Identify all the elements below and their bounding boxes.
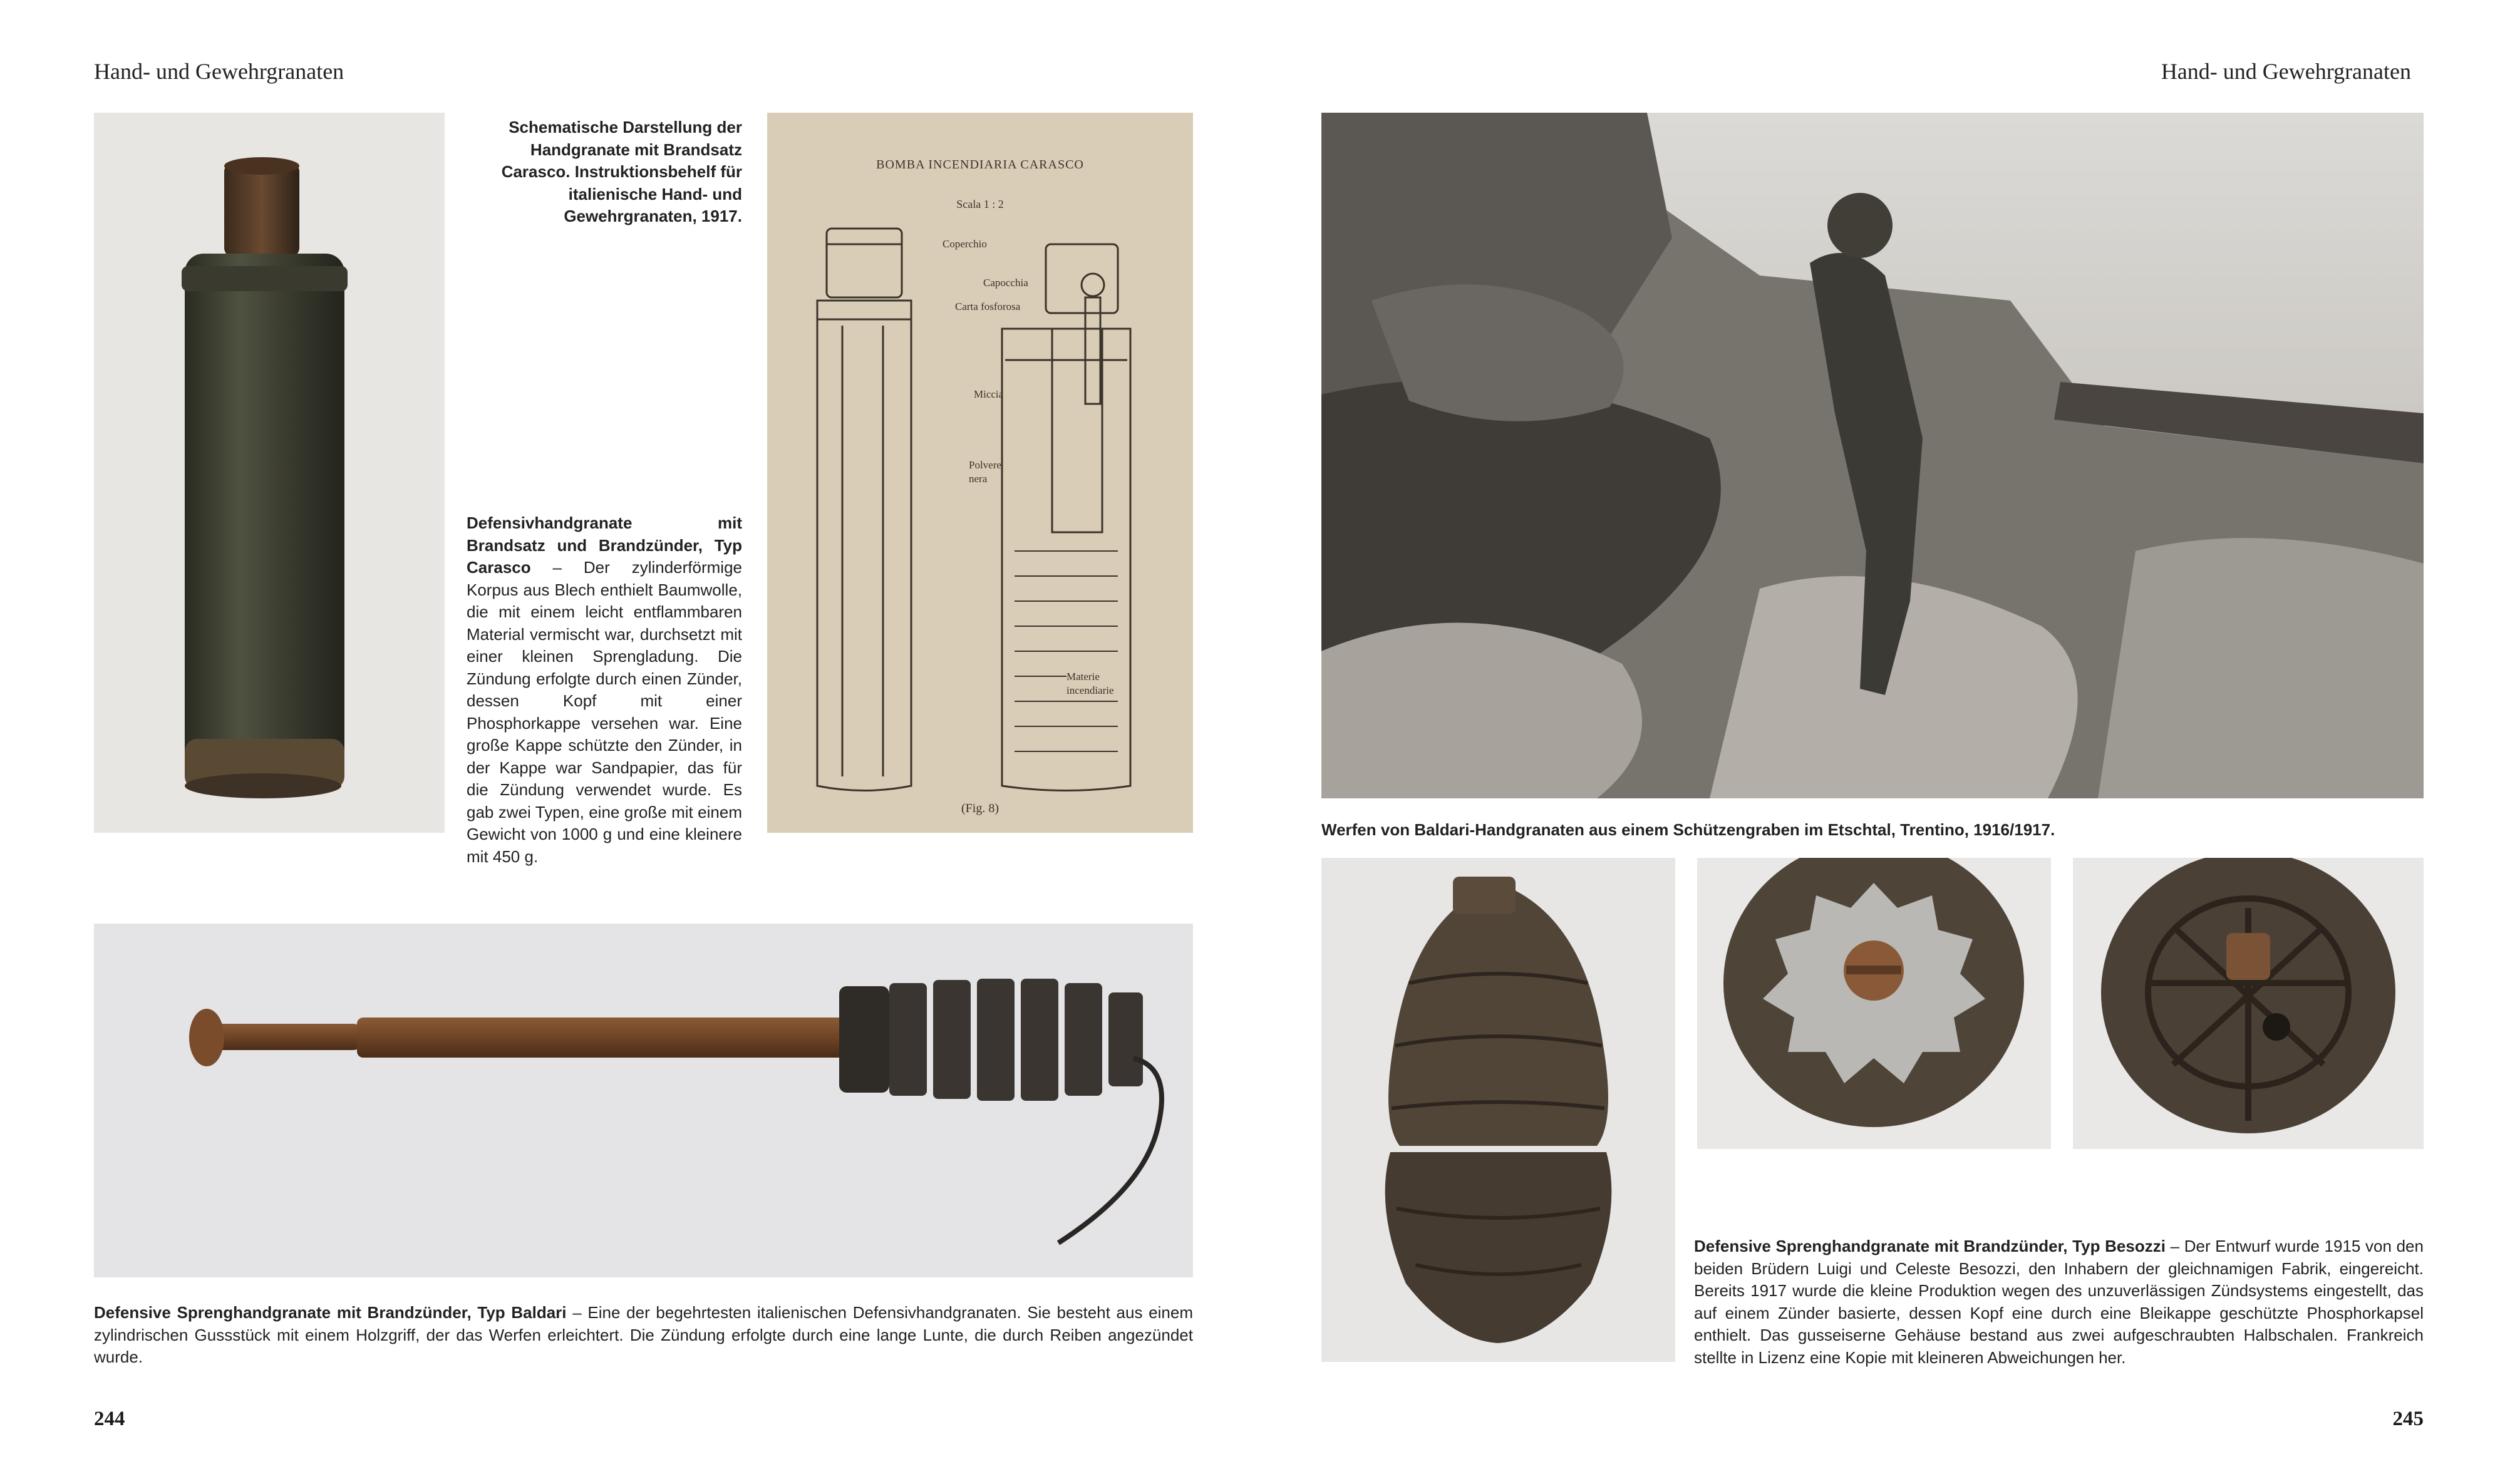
diagram-fig-label: (Fig. 8)	[961, 801, 999, 815]
baldari-caption-body: – Eine der begehrtesten italienischen Defensivhandgranaten. Sie besteht aus einem zylindrischen Gussstück mit einem Holzgriff, der das Werfen erleichtert. Die Zündung erfolgte durch eine lange Lunte, die durch Reiben angezündet wurde.	[94, 1303, 1193, 1366]
besozzi-side-photo	[1321, 858, 1675, 1362]
diagram-scale: Scala 1 : 2	[956, 198, 1004, 210]
page-number-left: 244	[94, 1408, 125, 1430]
diagram-label-capocchia: Capocchia	[983, 277, 1028, 289]
running-head-right: Hand- und Gewehrgranaten	[2161, 59, 2411, 84]
diagram-label-miccia: Miccia	[974, 388, 1004, 400]
besozzi-caption-title: Defensive Sprenghandgranate mit Brandzünder, Typ Besozzi	[1694, 1237, 2166, 1255]
besozzi-top-photo	[1697, 858, 2051, 1149]
carasco-caption	[467, 512, 742, 868]
running-head-left: Hand- und Gewehrgranaten	[94, 59, 344, 84]
besozzi-bottom-photo	[2073, 858, 2424, 1149]
trench-caption: Werfen von Baldari-Handgranaten aus einem Schützengraben im Etschtal, Trentino, 1916/1917.	[1321, 820, 2055, 839]
baldari-grenade-photo	[94, 924, 1193, 1277]
diagram-label-polvere: Polvere nera	[969, 459, 1001, 485]
baldari-caption	[94, 1302, 1193, 1369]
trench-photo	[1321, 113, 2424, 798]
carasco-diagram	[767, 113, 1193, 833]
diagram-label-materie: Materie incendiarie	[1067, 670, 1129, 698]
diagram-title: BOMBA INCENDIARIA CARASCO	[876, 158, 1084, 172]
carasco-caption-body: – Der zylinderförmige Korpus aus Blech enthielt Baumwolle, die mit einem leicht entflammbaren Material vermischt war, durchsetzt mit einer kleinen Sprengladung. Die Zündung erfolgte durch einen Zünder, dessen Kopf mit einer Phosphorkappe versehen war. Eine große Kappe schützte den Zünder, in der Kappe war Sandpapier, das für die Zündung verwendet wurde. Es gab zwei Typen, eine große mit einem Gewicht von 1000 g und eine kleinere mit 450 g.	[467, 558, 742, 866]
carasco-grenade-photo	[94, 113, 445, 833]
besozzi-caption-body: – Der Entwurf wurde 1915 von den beiden Brüdern Luigi und Celeste Besozzi, den Inhabern der gleichnamigen Fabrik, eingereicht. Bereits 1917 wurde die kleine Produktion wegen des unzuverlässigen Zündsystems eingestellt, das auf einem Zünder basierte, dessen Kopf eine durch eine Bleikappe geschützte Phosphorkapsel enthielt. Das gusseiserne Gehäuse bestand aus zwei aufgeschraubten Halbschalen. Frankreich stellte in Lizenz eine Kopie mit kleineren Abweichungen her.	[1694, 1237, 2424, 1367]
besozzi-caption	[1694, 1235, 2424, 1369]
diagram-label-coperchio: Coperchio	[943, 238, 987, 250]
page-number-right: 245	[2392, 1408, 2424, 1430]
carasco-caption-title: Defensivhandgranate mit Brandsatz und Brandzünder, Typ Carasco	[467, 513, 742, 577]
scheme-caption: Schematische Darstellung der Handgranate mit Brandsatz Carasco. Instruktionsbehelf für italienische Hand- und Gewehrgranaten, 1917.	[501, 118, 742, 225]
diagram-label-carta: Carta fosforosa	[955, 301, 1021, 312]
baldari-caption-title: Defensive Sprenghandgranate mit Brandzünder, Typ Baldari	[94, 1303, 567, 1322]
